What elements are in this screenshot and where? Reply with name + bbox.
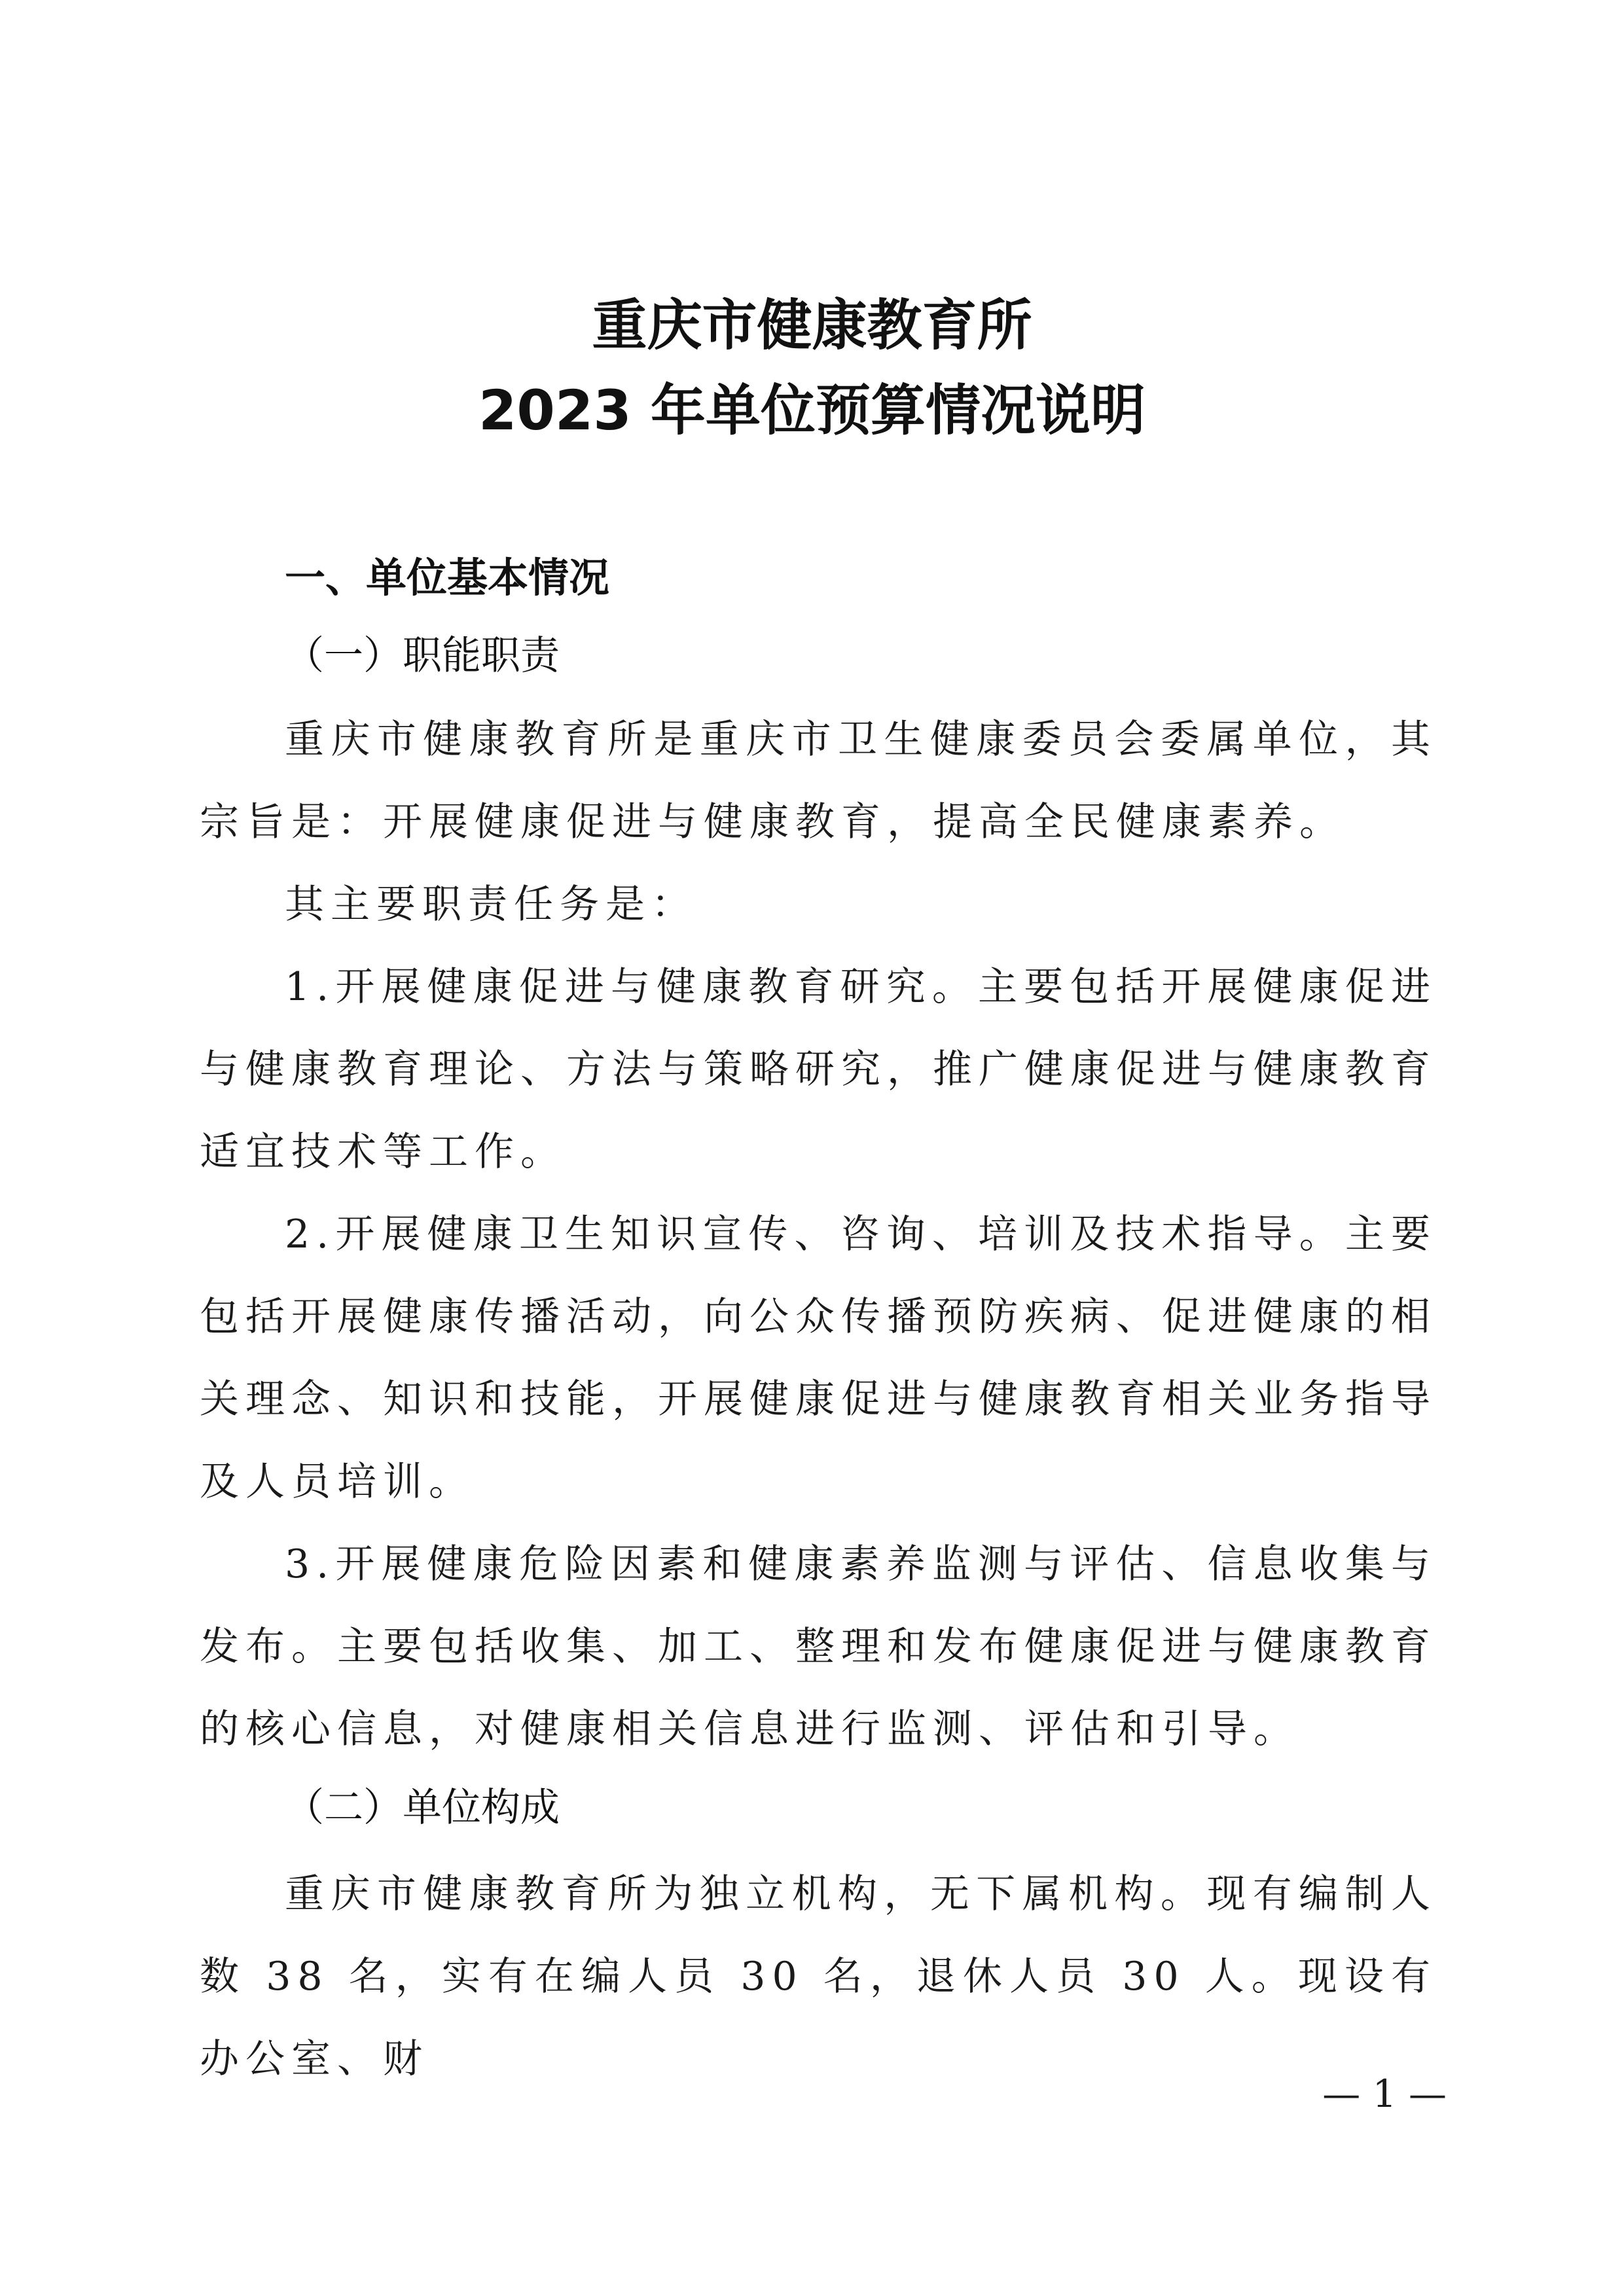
subheading-functions: （一）职能职责 [285, 633, 560, 679]
document-title-line2: 2023 年单位预算情况说明 [478, 378, 1146, 442]
paragraph-duty-1: 1.开展健康促进与健康教育研究。主要包括开展健康促进与健康教育理论、方法与策略研究，推广健康促进与健康教育适宜技术等工作。 [200, 964, 1437, 1175]
paragraph-unit-purpose: 重庆市健康教育所是重庆市卫生健康委员会委属单位，其宗旨是：开展健康促进与健康教育，提高全民健康素养。 [200, 717, 1437, 845]
document-title-line1: 重庆市健康教育所 [592, 293, 1032, 357]
paragraph-unit-composition: 重庆市健康教育所为独立机构，无下属机构。现有编制人数 38 名，实有在编人员 30 名，退休人员 30 人。现设有办公室、财 [200, 1871, 1437, 2082]
section-heading-basic-info: 一、单位基本情况 [285, 554, 610, 601]
paragraph-main-duties-intro: 其主要职责任务是： [285, 882, 697, 927]
page-number: — 1 — [1322, 2072, 1447, 2116]
paragraph-duty-2: 2.开展健康卫生知识宣传、咨询、培训及技术指导。主要包括开展健康传播活动，向公众传播预防疾病、促进健康的相关理念、知识和技能，开展健康促进与健康教育相关业务指导及人员培训。 [200, 1211, 1437, 1505]
paragraph-duty-3: 3.开展健康危险因素和健康素养监测与评估、信息收集与发布。主要包括收集、加工、整理和发布健康促进与健康教育的核心信息，对健康相关信息进行监测、评估和引导。 [200, 1541, 1437, 1752]
subheading-unit-composition: （二）单位构成 [285, 1785, 560, 1831]
